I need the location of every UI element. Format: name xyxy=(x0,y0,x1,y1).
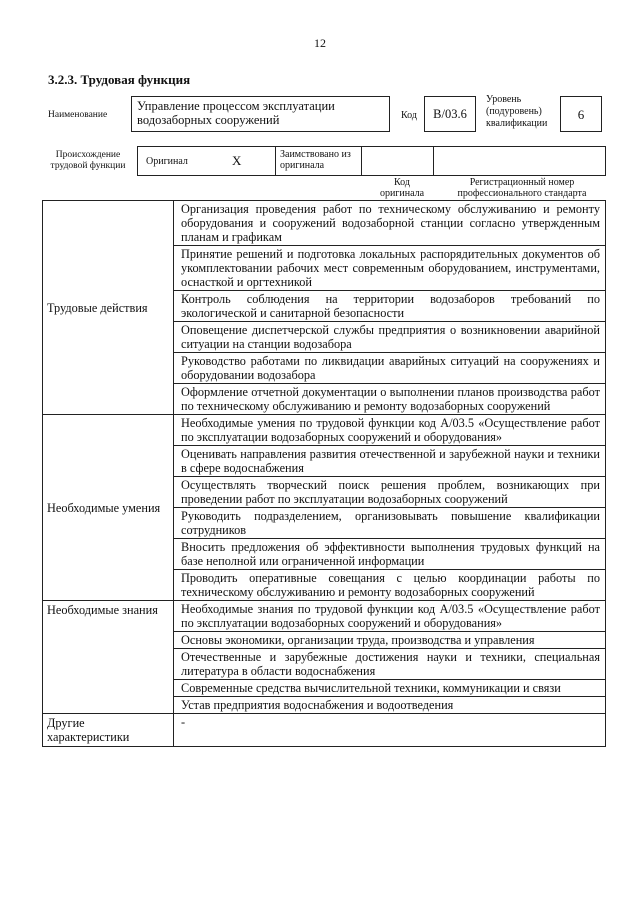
origin-row xyxy=(137,146,606,176)
origin-code-cell xyxy=(362,147,434,175)
origin-borrowed-cell xyxy=(276,147,362,175)
section-item: Современные средства вычислительной техники, коммуникации и связи xyxy=(174,680,606,697)
code-caption: Код оригинала xyxy=(379,177,425,199)
original-label: Оригинал xyxy=(146,156,188,167)
section-item: Отечественные и зарубежные достижения науки и техники, специальная литература в области водоснабжения xyxy=(174,649,606,680)
section-item: Проводить оперативные совещания с целью координации работы по техническому обслуживанию и ремонту водозаборных сооружений xyxy=(174,570,606,601)
section-item: Принятие решений и подготовка локальных распорядительных документов об укомплектовании рабочих мест современным оборудованием, инструментами, оснасткой и оргтехникой xyxy=(174,246,606,291)
level-value: 6 xyxy=(560,96,602,132)
code-value: В/03.6 xyxy=(424,96,476,132)
origin-original-cell xyxy=(138,147,276,175)
section-category: Другие характеристики xyxy=(43,714,174,747)
section-item: - xyxy=(174,714,606,747)
name-label: Наименование xyxy=(48,110,108,120)
name-value: Управление процессом эксплуатации водозаборных сооружений xyxy=(131,96,390,132)
section-category: Необходимые знания xyxy=(43,601,174,714)
origin-reg-cell xyxy=(434,147,605,175)
reg-caption: Регистрационный номер профессионального стандарта xyxy=(457,177,587,199)
borrowed-label: Заимствовано из оригинала xyxy=(280,149,351,171)
table-row xyxy=(43,601,606,632)
origin-label: Происхождение трудовой функции xyxy=(50,150,126,171)
section-item: Оформление отчетной документации о выполнении планов производства работ по техническому обслуживанию и ремонту водозаборных сооружений xyxy=(174,384,606,415)
section-item: Осуществлять творческий поиск решения проблем, возникающих при проведении работ по эксплуатации водозаборных сооружений xyxy=(174,477,606,508)
code-label: Код xyxy=(401,110,417,121)
function-table xyxy=(42,200,606,747)
section-item: Необходимые умения по трудовой функции код А/03.5 «Осуществление работ по эксплуатации водозаборных сооружений и оборудования» xyxy=(174,415,606,446)
table-row xyxy=(43,714,606,747)
level-label: Уровень (подуровень) квалификации xyxy=(486,94,548,129)
section-item: Руководство работами по ликвидации аварийных ситуаций на сооружениях и оборудовании водозабора xyxy=(174,353,606,384)
page-number: 12 xyxy=(314,36,326,50)
section-item: Оповещение диспетчерской службы предприятия о возникновении аварийной ситуации на станции водозабора xyxy=(174,322,606,353)
section-category: Трудовые действия xyxy=(43,201,174,415)
original-mark: X xyxy=(232,153,242,168)
section-category: Необходимые умения xyxy=(43,415,174,601)
section-item: Основы экономики, организации труда, производства и управления xyxy=(174,632,606,649)
table-row xyxy=(43,415,606,446)
section-item: Устав предприятия водоснабжения и водоотведения xyxy=(174,697,606,714)
section-item: Вносить предложения об эффективности выполнения трудовых функций на базе неполной или ограниченной информации xyxy=(174,539,606,570)
section-title: 3.2.3. Трудовая функция xyxy=(48,72,191,87)
section-item: Организация проведения работ по техническому обслуживанию и ремонту оборудования и сооружений водозаборной станции согласно утвержденным планам и графикам xyxy=(174,201,606,246)
section-item: Оценивать направления развития отечественной и зарубежной науки и техники в сфере водоснабжения xyxy=(174,446,606,477)
section-item: Контроль соблюдения на территории водозаборов требований по экологической и санитарной безопасности xyxy=(174,291,606,322)
section-item: Необходимые знания по трудовой функции код А/03.5 «Осуществление работ по эксплуатации водозаборных сооружений и оборудования» xyxy=(174,601,606,632)
section-item: Руководить подразделением, организовывать повышение квалификации сотрудников xyxy=(174,508,606,539)
table-row xyxy=(43,201,606,246)
